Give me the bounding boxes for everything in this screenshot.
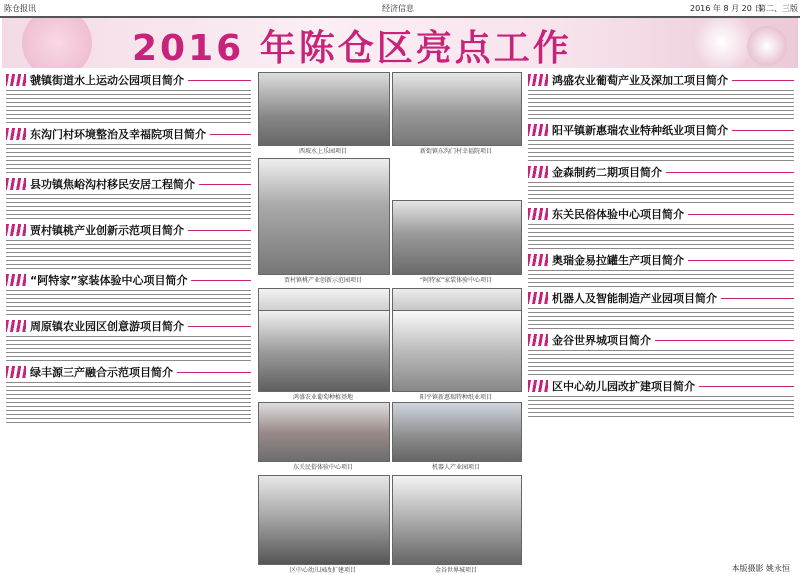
article-section bbox=[6, 72, 251, 123]
photo-caption: 金谷世界城项目 bbox=[434, 567, 477, 574]
article-heading: 奥瑞金易拉罐生产项目简介 bbox=[528, 252, 794, 268]
article-section bbox=[528, 206, 794, 249]
photo-caption: 西坡水上乐园项目 bbox=[298, 148, 347, 155]
photo-caption: 东关民俗体验中心项目 bbox=[292, 464, 353, 471]
article-body bbox=[6, 382, 251, 423]
photo-caption: 机器人产业园项目 bbox=[431, 464, 480, 471]
photo bbox=[258, 475, 390, 565]
article-heading: 周原镇农业园区创意游项目简介 bbox=[6, 318, 251, 334]
article-section bbox=[528, 378, 794, 417]
photo bbox=[258, 310, 390, 392]
photo bbox=[392, 402, 522, 462]
article-body bbox=[528, 182, 794, 203]
article-heading: “阿特家”家装体验中心项目简介 bbox=[6, 272, 251, 288]
article-heading: 东关民俗体验中心项目简介 bbox=[528, 206, 794, 222]
article-heading: 阳平镇新惠瑞农业特种纸业项目简介 bbox=[528, 122, 794, 138]
article-body bbox=[528, 270, 794, 287]
article-section bbox=[528, 252, 794, 287]
page-title: 2016 年陈仓区亮点工作 bbox=[132, 28, 572, 68]
flower-decoration-icon bbox=[747, 26, 787, 66]
article-body bbox=[528, 224, 794, 249]
article-body bbox=[6, 90, 251, 123]
article-body bbox=[528, 90, 794, 119]
article-body bbox=[6, 240, 251, 269]
article-heading: 金谷世界城项目简介 bbox=[528, 332, 794, 348]
photo bbox=[392, 475, 522, 565]
article-heading: 东沟门村环境整治及幸福院项目简介 bbox=[6, 126, 251, 142]
article-body bbox=[6, 336, 251, 361]
article-body bbox=[528, 308, 794, 329]
photo-caption: 鸿盛农业葡萄种植基地 bbox=[292, 394, 353, 401]
article-section bbox=[528, 164, 794, 203]
issue-date: 2016 年 8 月 20 日 bbox=[690, 4, 763, 13]
article-heading: 虢镇街道水上运动公园项目简介 bbox=[6, 72, 251, 88]
article-section bbox=[528, 122, 794, 161]
article-heading: 绿丰源三产融合示范项目简介 bbox=[6, 364, 251, 380]
photo-caption: 区中心幼儿园改扩建项目 bbox=[289, 567, 356, 574]
photo bbox=[258, 72, 390, 146]
article-section bbox=[6, 364, 251, 423]
photo bbox=[258, 402, 390, 462]
photo bbox=[392, 310, 522, 392]
article-section bbox=[6, 176, 251, 219]
page-number: 第二、三版 bbox=[758, 4, 798, 13]
article-section bbox=[528, 332, 794, 375]
photo bbox=[392, 200, 522, 275]
article-body bbox=[528, 350, 794, 375]
section-name: 经济信息 bbox=[382, 4, 414, 13]
article-body bbox=[528, 140, 794, 161]
article-section bbox=[528, 290, 794, 329]
article-heading: 机器人及智能制造产业园项目简介 bbox=[528, 290, 794, 306]
article-body bbox=[528, 396, 794, 417]
article-heading: 贾村镇桃产业创新示范项目简介 bbox=[6, 222, 251, 238]
photo bbox=[392, 72, 522, 146]
article-section bbox=[528, 72, 794, 119]
flower-decoration-icon bbox=[692, 18, 752, 68]
article-body bbox=[6, 144, 251, 173]
article-section bbox=[6, 272, 251, 315]
page-header bbox=[0, 0, 800, 18]
article-heading: 县功镇焦峪沟村移民安居工程简介 bbox=[6, 176, 251, 192]
article-body bbox=[6, 194, 251, 219]
photo-caption: 新街镇东沟门村幸福院项目 bbox=[419, 148, 492, 155]
left-column bbox=[6, 70, 251, 426]
article-section bbox=[6, 222, 251, 269]
photo-credit: 本版摄影 姚永恒 bbox=[731, 564, 790, 573]
article-heading: 金森制药二期项目简介 bbox=[528, 164, 794, 180]
article-heading: 区中心幼儿园改扩建项目简介 bbox=[528, 378, 794, 394]
photo-caption: 贾村镇桃产业创新示范园项目 bbox=[283, 277, 362, 284]
article-heading: 鸿盛农业葡萄产业及深加工项目简介 bbox=[528, 72, 794, 88]
photo bbox=[258, 158, 390, 275]
article-section bbox=[6, 318, 251, 361]
article-section bbox=[6, 126, 251, 173]
paper-name: 陈仓报讯 bbox=[4, 4, 36, 13]
right-column bbox=[528, 70, 794, 420]
headline-banner bbox=[2, 18, 798, 68]
article-body bbox=[6, 290, 251, 315]
photo-caption: “阿特家”家装体验中心项目 bbox=[419, 277, 493, 284]
photo-caption: 阳平镇新惠瑞特种纸业项目 bbox=[419, 394, 492, 401]
flower-decoration-icon bbox=[22, 18, 92, 68]
